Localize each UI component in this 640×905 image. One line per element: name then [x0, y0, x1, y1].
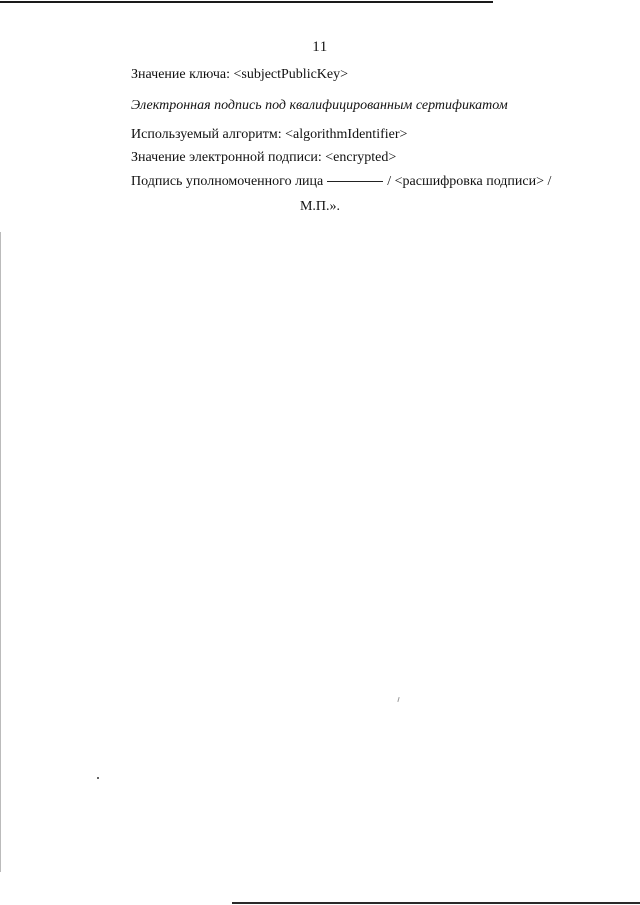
- scan-speck: [97, 777, 99, 779]
- algorithm-line: Используемый алгоритм: <algorithmIdentifier>: [131, 127, 408, 142]
- scan-edge-bottom: [232, 902, 640, 904]
- signature-value-line: Значение электронной подписи: <encrypted>: [131, 150, 397, 165]
- signature-heading: Электронная подпись под квалифицированным сертификатом: [131, 98, 508, 113]
- signature-blank: [327, 181, 383, 182]
- scan-edge-top: [0, 1, 493, 3]
- scan-mark: [397, 697, 399, 702]
- scan-edge-left: [0, 232, 1, 872]
- authorized-signature-line: [131, 174, 551, 190]
- key-value-line: Значение ключа: <subjectPublicKey>: [131, 67, 349, 82]
- signature-decoding: / <расшифровка подписи> /: [387, 174, 552, 189]
- authorized-signature-label: Подпись уполномоченного лица: [131, 174, 324, 189]
- stamp-mark: М.П.».: [299, 199, 341, 214]
- page-number: 11: [312, 39, 328, 55]
